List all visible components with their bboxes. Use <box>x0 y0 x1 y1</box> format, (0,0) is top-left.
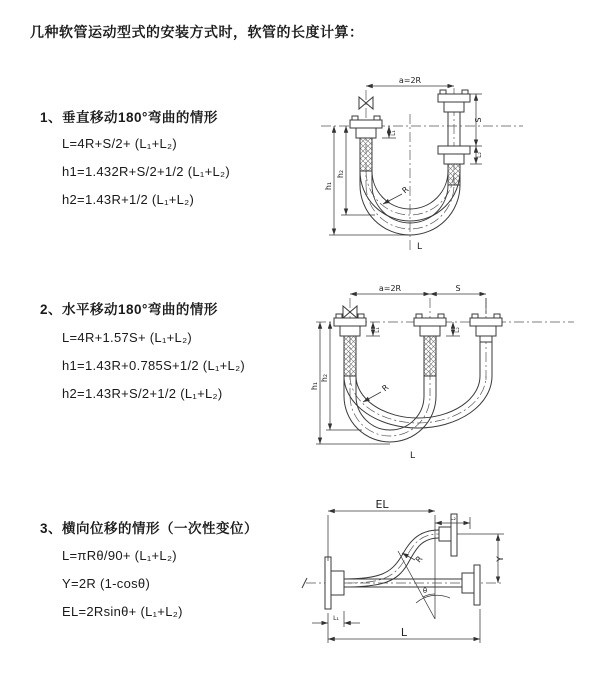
left-flange-fitting <box>350 116 382 171</box>
dim-label-l2: L₂ <box>450 515 456 522</box>
dim-label-theta: θ <box>422 587 428 595</box>
left-flange-fitting <box>325 557 344 609</box>
dimension-l1 <box>382 126 397 138</box>
dim-label-a2r: a=2R <box>378 284 402 293</box>
section-2-formula-L: L=4R+1.57S+ (L₁+L₂) <box>62 330 193 345</box>
dimension-l2 <box>446 322 461 336</box>
dim-label-a2r: a=2R <box>398 76 422 85</box>
dim-label-l1: L₁ <box>333 615 339 622</box>
section-1-formula-h1: h1=1.432R+S/2+1/2 (L₁+L₂) <box>62 164 230 179</box>
dim-label-l1: L₁ <box>374 327 381 333</box>
dimension-el <box>328 498 435 561</box>
diagram-lateral-displacement <box>298 497 598 659</box>
dim-label-l: L <box>417 242 423 252</box>
dim-label-l: L <box>400 626 408 639</box>
dim-label-y: Y <box>496 556 506 562</box>
dimension-l2 <box>470 146 483 164</box>
dim-label-l: L <box>410 451 416 461</box>
dim-label-h2: h₂ <box>336 169 345 179</box>
left-flange-fitting <box>334 314 366 376</box>
dimension-a2r <box>350 284 430 294</box>
dimension-s <box>470 94 483 146</box>
section-3-formula-EL: EL=2Rsinθ+ (L₁+L₂) <box>62 604 183 619</box>
dim-label-h1: h₁ <box>324 181 333 191</box>
right-flange-initial-position <box>462 565 480 605</box>
section-2-heading: 2、水平移动180°弯曲的情形 <box>40 302 218 317</box>
dim-label-l2: L₂ <box>454 327 461 333</box>
dimension-l <box>328 609 480 643</box>
dim-label-r: R <box>380 382 391 394</box>
dim-label-h1: h₁ <box>310 381 319 391</box>
dim-label-r: R <box>413 554 425 565</box>
section-3-formula-Y: Y=2R (1-cosθ) <box>62 576 151 591</box>
dimension-l1 <box>366 322 381 336</box>
dim-label-s: S <box>455 284 461 293</box>
dimension-l1 <box>312 611 360 627</box>
section-2-formula-h2: h2=1.43R+S/2+1/2 (L₁+L₂) <box>62 386 223 401</box>
section-3-heading: 3、横向位移的情形（一次性变位） <box>40 521 259 536</box>
dim-label-r: R <box>400 184 411 196</box>
section-2-formula-h1: h1=1.43R+0.785S+1/2 (L₁+L₂) <box>62 358 246 373</box>
diagram-horizontal-180-bend <box>306 284 598 462</box>
dimension-a2r <box>366 76 454 86</box>
dim-label-h2: h₂ <box>320 373 329 383</box>
dimension-s <box>430 284 486 314</box>
dim-label-l1: L₁ <box>390 130 397 136</box>
dim-label-l2: L₂ <box>476 152 483 158</box>
middle-flange-initial-position <box>414 314 446 376</box>
dim-label-s: S <box>474 117 483 123</box>
centerlines <box>321 88 523 250</box>
right-flange-lower-position <box>438 146 470 185</box>
hose-s-curve-displaced <box>344 530 439 587</box>
section-1-formula-L: L=4R+S/2+ (L₁+L₂) <box>62 136 177 151</box>
diagram-vertical-180-bend <box>313 76 588 258</box>
section-3-formula-L: L=πRθ/90+ (L₁+L₂) <box>62 548 177 563</box>
section-1-formula-h2: h2=1.43R+1/2 (L₁+L₂) <box>62 192 195 207</box>
dim-label-el: EL <box>375 498 389 511</box>
section-1-heading: 1、垂直移动180°弯曲的情形 <box>40 110 218 125</box>
page-title: 几种软管运动型式的安装方式时，软管的长度计算： <box>30 24 364 40</box>
radius-leader <box>363 383 391 402</box>
